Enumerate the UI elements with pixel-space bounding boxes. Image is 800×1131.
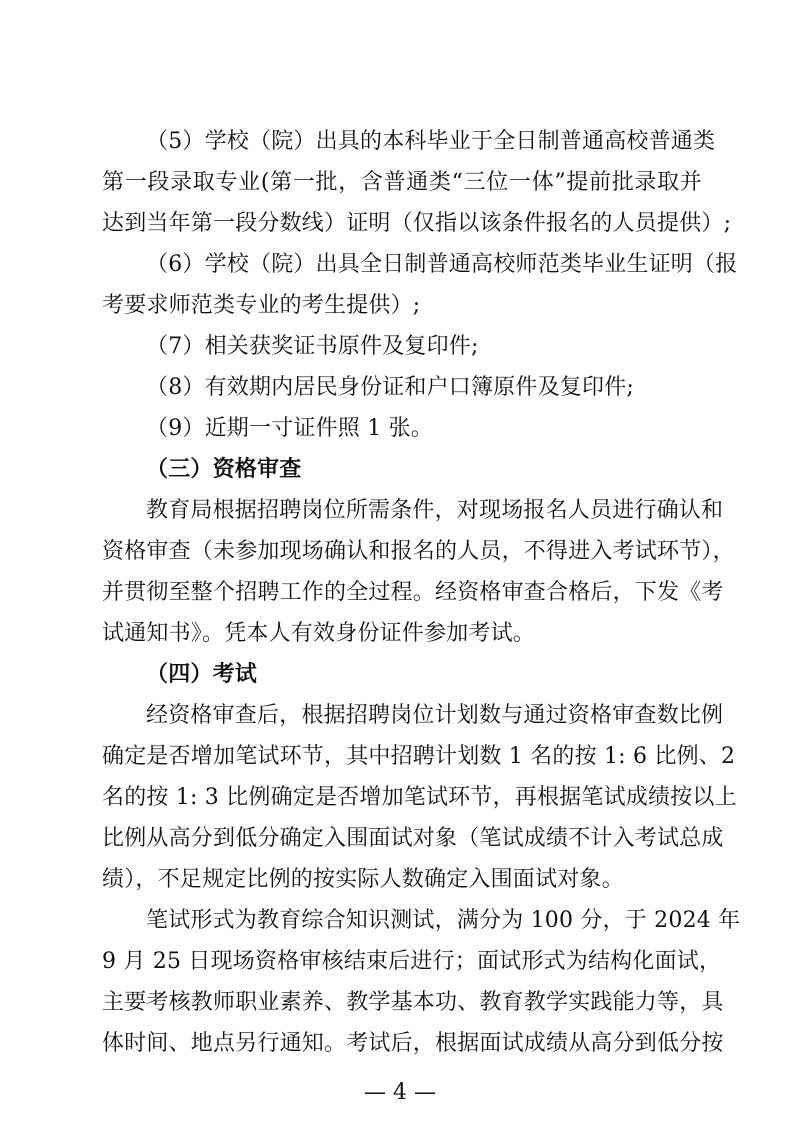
section-heading: （三）资格审查 [146,457,302,482]
paragraph-line: （8）有效期内居民身份证和户口簿原件及复印件; [146,375,635,400]
paragraph-line: 考要求师范类专业的考生提供）; [102,293,421,318]
section-heading: （四）考试 [146,662,258,687]
paragraph-line: （6）学校（院）出具全日制普通高校师范类毕业生证明（报 [146,252,738,277]
paragraph-line: 9 月 25 日现场资格审核结束后进行；面试形式为结构化面试， [102,949,722,974]
paragraph-line: 资格审查（未参加现场确认和报名的人员，不得进入考试环节）， [102,539,735,564]
paragraph-line: 确定是否增加笔试环节，其中招聘计划数 1 名的按 1: 6 比例、2 [102,744,736,769]
paragraph-line: （7）相关获奖证书原件及复印件; [146,334,479,359]
paragraph-line: （9）近期一寸证件照 1 张。 [146,416,433,441]
paragraph-line: （5）学校（院）出具的本科毕业于全日制普通高校普通类 [146,129,716,154]
paragraph-line: 体时间、地点另行通知。考试后，根据面试成绩从高分到低分按 [102,1031,724,1056]
paragraph-line: 绩），不足规定比例的按实际人数确定入围面试对象。 [102,867,624,892]
paragraph-line: 并贯彻至整个招聘工作的全过程。经资格审查合格后，下发《考 [102,580,724,605]
paragraph-line: 主要考核教师职业素养、教学基本功、教育教学实践能力等，具 [102,990,724,1015]
paragraph-line: 名的按 1: 3 比例确定是否增加笔试环节，再根据笔试成绩按以上 [102,785,737,810]
paragraph-line: 教育局根据招聘岗位所需条件，对现场报名人员进行确认和 [146,498,724,523]
paragraph-line: 试通知书》。凭本人有效身份证件参加考试。 [102,621,536,646]
paragraph-line: 笔试形式为教育综合知识测试，满分为 100 分，于 2024 年 [146,908,741,933]
paragraph-line: 达到当年第一段分数线）证明（仅指以该条件报名的人员提供）; [102,211,732,236]
paragraph-line: 经资格审查后，根据招聘岗位计划数与通过资格审查数比例 [146,703,724,728]
paragraph-line: 比例从高分到低分确定入围面试对象（笔试成绩不计入考试总成 [102,826,724,851]
page-number: — 4 — [364,1080,436,1105]
paragraph-line: 第一段录取专业(第一批，含普通类“三位一体”提前批录取并 [102,170,702,195]
